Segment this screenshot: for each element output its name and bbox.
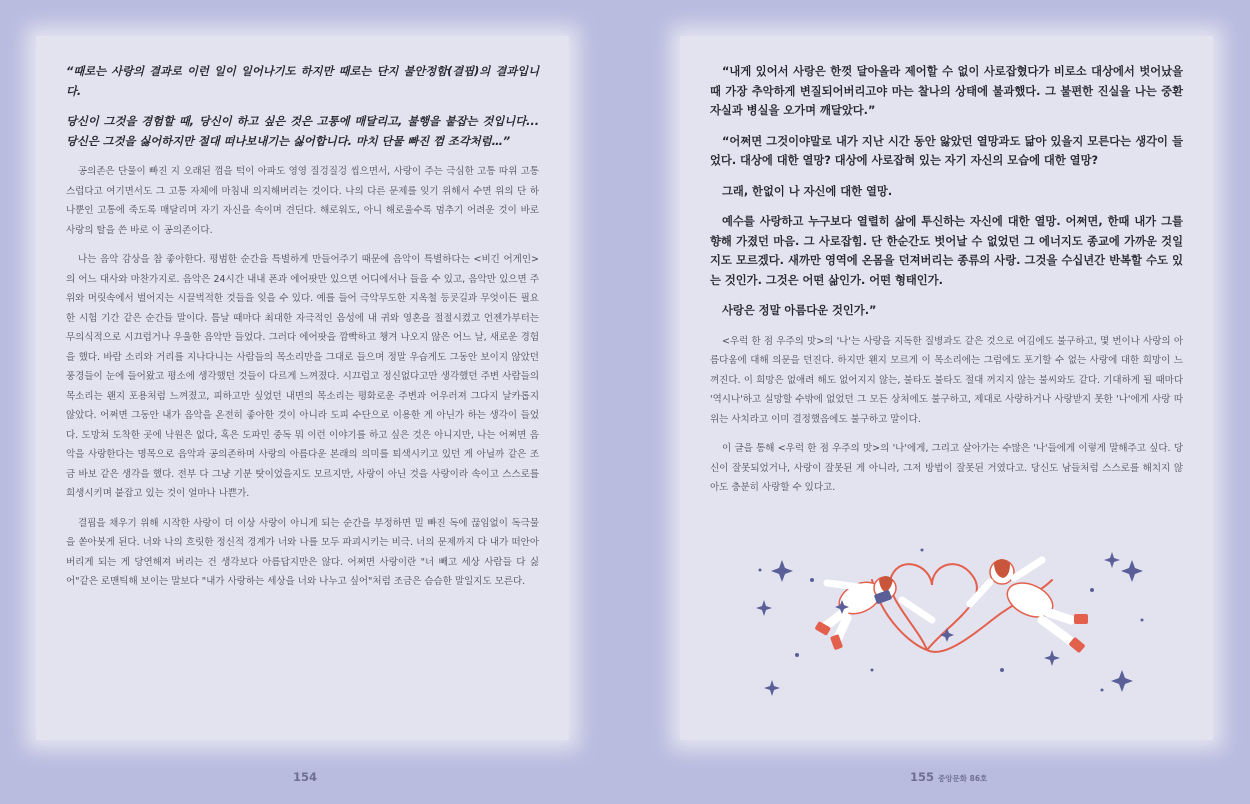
left-page — [36, 36, 569, 740]
left-paragraph-2: 나는 음악 감상을 참 좋아한다. 평범한 순간을 특별하게 만들어주기 때문에 음악이 특별하다는 <비긴 어게인>의 어느 대사와 마찬가지로. 음악은 24시간 내내 폰과 에어팟만 있으면 어디에서나 들을 수 있고, 음악만 있으면 주위와 머릿속에서 벌어지는 시끌벅적한 것들을 잊을 수 있다. 예를 들어 극악무도한 지옥철 등굣길과 무엇이든 필요한 시험 기간 같은 순간들 말이다. 틈날 때마다 최대한 자극적인 음성에 내 귀와 영혼을 절절시켰고 언젠가부터는 무의식적으로 시끄럽거나 우울한 음악만 들었다. 그러다 에어팟을 깜빡하고 챙겨 나오지 않은 어느 날, 새로운 경험을 했다. 바람 소리와 거리를 지나다니는 사람들의 목소리만을 그대로 들으며 정말 우습게도 그동안 보이지 않았던 풍경들이 눈에 들어왔고 평소에 생각했던 것들이 다르게 느껴졌다. 시끄럽고 정신없다고만 생각했던 주변 사람들의 목소리는 왠지 포용처럼 느껴졌고, 피하고만 싶었던 내면의 목소리는 평화로운 주변과 어우러져 그다지 날카롭지 않았다. 어쩌면 그동안 내가 음악을 온전히 좋아한 것이 아니라 도피 수단으로 이용한 게 아닌가 하는 생각이 들었다. 도망쳐 도착한 곳에 낙원은 없다, 혹은 도파민 중독 뭐 이런 이야기를 하고 싶은 것은 아니지만, 나는 어쩌면 음악을 사랑한다는 명목으로 음악과 공의존하며 사랑의 아름다운 본래의 의미를 퇴색시키고 있던 게 아닐까 같은 조금 바보 같은 생각을 했다. 전부 다 그냥 기분 탓이었을지도 모르지만, 사랑이 아닌 것을 사랑이라 속이고 스스로를 희생시키며 붙잡고 있는 것이 얼마나 나쁜가. — [66, 254, 539, 499]
page-number-right-value: 155 — [910, 770, 935, 784]
astronauts-illustration — [752, 540, 1147, 700]
page-number-right — [910, 770, 987, 784]
astronaut-left-icon — [814, 576, 932, 650]
left-quote-1: “때로는 사랑의 결과로 이런 일이 일어나기도 하지만 때로는 단지 불안정함(결핍)의 결과입니다. — [66, 65, 539, 98]
left-paragraph-1: 공의존은 단물이 빠진 지 오래된 껌을 턱이 아파도 영영 질겅질겅 씹으면서, 사랑이 주는 극심한 고통 따위 고통스럽다고 여기면서도 그 고통 자체에 마침내 의지해버리는 것이다. 나의 다른 문제를 잊기 위해서 수면 위의 단 하나뿐인 고통에 죽도록 매달리며 자기 자신을 속이며 견딘다. 해로워도, 아니 해로울수록 멈추기 어려운 것이 바로 사랑의 탈을 쓴 바로 이 공의존이다. — [66, 166, 539, 236]
left-paragraph-3: 결핍을 채우기 위해 시작한 사랑이 더 이상 사랑이 아니게 되는 순간을 부정하면 밑 빠진 독에 끊임없이 독극물을 쏟아붓게 된다. 너와 나의 흐릿한 정신적 경계가 너와 나를 모두 파괴시키는 비극. 너의 문제까지 다 내가 떠안아버리게 되는 게 당연해져 버리는 건 생각보다 아름답지만은 않다. 어쩌면 사랑이란 "너 빼고 세상 사람들 다 싫어"같은 로맨틱해 보이는 말보다 "내가 사랑하는 세상을 너와 나누고 싶어"처럼 조금은 슴슴한 말일지도 모른다. — [66, 517, 539, 587]
magazine-issue: 중앙문화 86호 — [938, 774, 988, 783]
right-paragraph-1: <우럭 한 점 우주의 맛>의 '나'는 사랑을 지독한 질병과도 같은 것으로 여김에도 불구하고, 몇 번이나 사랑의 아름다움에 대해 의문을 던진다. 하지만 왠지 모르게 이 목소리에는 그럼에도 포기할 수 없는 사랑에 대한 희망이 느껴진다. 이 희망은 없애려 해도 없어지지 않는, 불타도 불타도 절대 꺼지지 않는 불씨와도 같다. 기대하게 될 때마다 '역시나'하고 실망할 수밖에 없었던 그 모든 상처에도 불구하고, 제대로 사랑하거나 사랑받지 못한 '나'에게 사랑 따위는 사치라고 이미 결정했음에도 불구하고 말이다. — [710, 335, 1183, 425]
page-number-left-value: 154 — [293, 770, 318, 784]
right-quote-4: 예수를 사랑하고 누구보다 열렬히 삶에 투신하는 자신에 대한 열망. 어쩌면, 한때 내가 그를 향해 가졌던 마음. 그 사로잡힘. 단 한순간도 벗어날 수 없었던 그 에너지도 종교에 가까운 것일지도 모르겠다. 새까만 영역에 온몸을 던져버리는 종류의 사랑. 그것을 수십년간 반복할 수도 있는 것인가. 그것은 어떤 삶인가. 어떤 형태인가. — [710, 215, 1183, 287]
astronaut-right-icon — [970, 559, 1088, 653]
right-quote-2: “어쩌면 그것이야말로 내가 지난 시간 동안 앓았던 열망과도 닮아 있을지 모른다는 생각이 들었다. 대상에 대한 열망? 대상에 사로잡혀 있는 자기 자신의 모습에 대한 열망? — [710, 134, 1183, 167]
right-quote-1: “내게 있어서 사랑은 한껏 달아올라 제어할 수 없이 사로잡혔다가 비로소 대상에서 벗어났을 때 가장 추악하게 변질되어버리고야 마는 찰나의 상태에 불과했다. 그 불편한 진실을 나는 중환자실과 병실을 오가며 깨달았다.” — [710, 65, 1183, 117]
right-quote-3: 그래, 한없이 나 자신에 대한 열망. — [722, 184, 893, 198]
right-quote-5: 사랑은 정말 아름다운 것인가.” — [722, 304, 877, 317]
left-quote-2: 당신이 그것을 경험할 때, 당신이 하고 싶은 것은 고통에 매달리고, 불행을 붙잡는 것입니다... 당신은 그것을 싫어하지만 절대 떠나보내기는 싫어합니다. 마치 단물 빠진 껌 조각처럼…” — [66, 115, 539, 148]
right-paragraph-2: 이 글을 통해 <우럭 한 점 우주의 맛>의 '나'에게, 그리고 살아가는 수많은 '나'들에게 이렇게 말해주고 싶다. 당신이 잘못되었거나, 사랑이 잘못된 게 아니라, 그저 방법이 잘못된 거였다고. 당신도 남들처럼 스스로를 해치지 않아도 충분히 사랑할 수 있다고. — [710, 443, 1183, 493]
page-number-left — [293, 770, 317, 784]
